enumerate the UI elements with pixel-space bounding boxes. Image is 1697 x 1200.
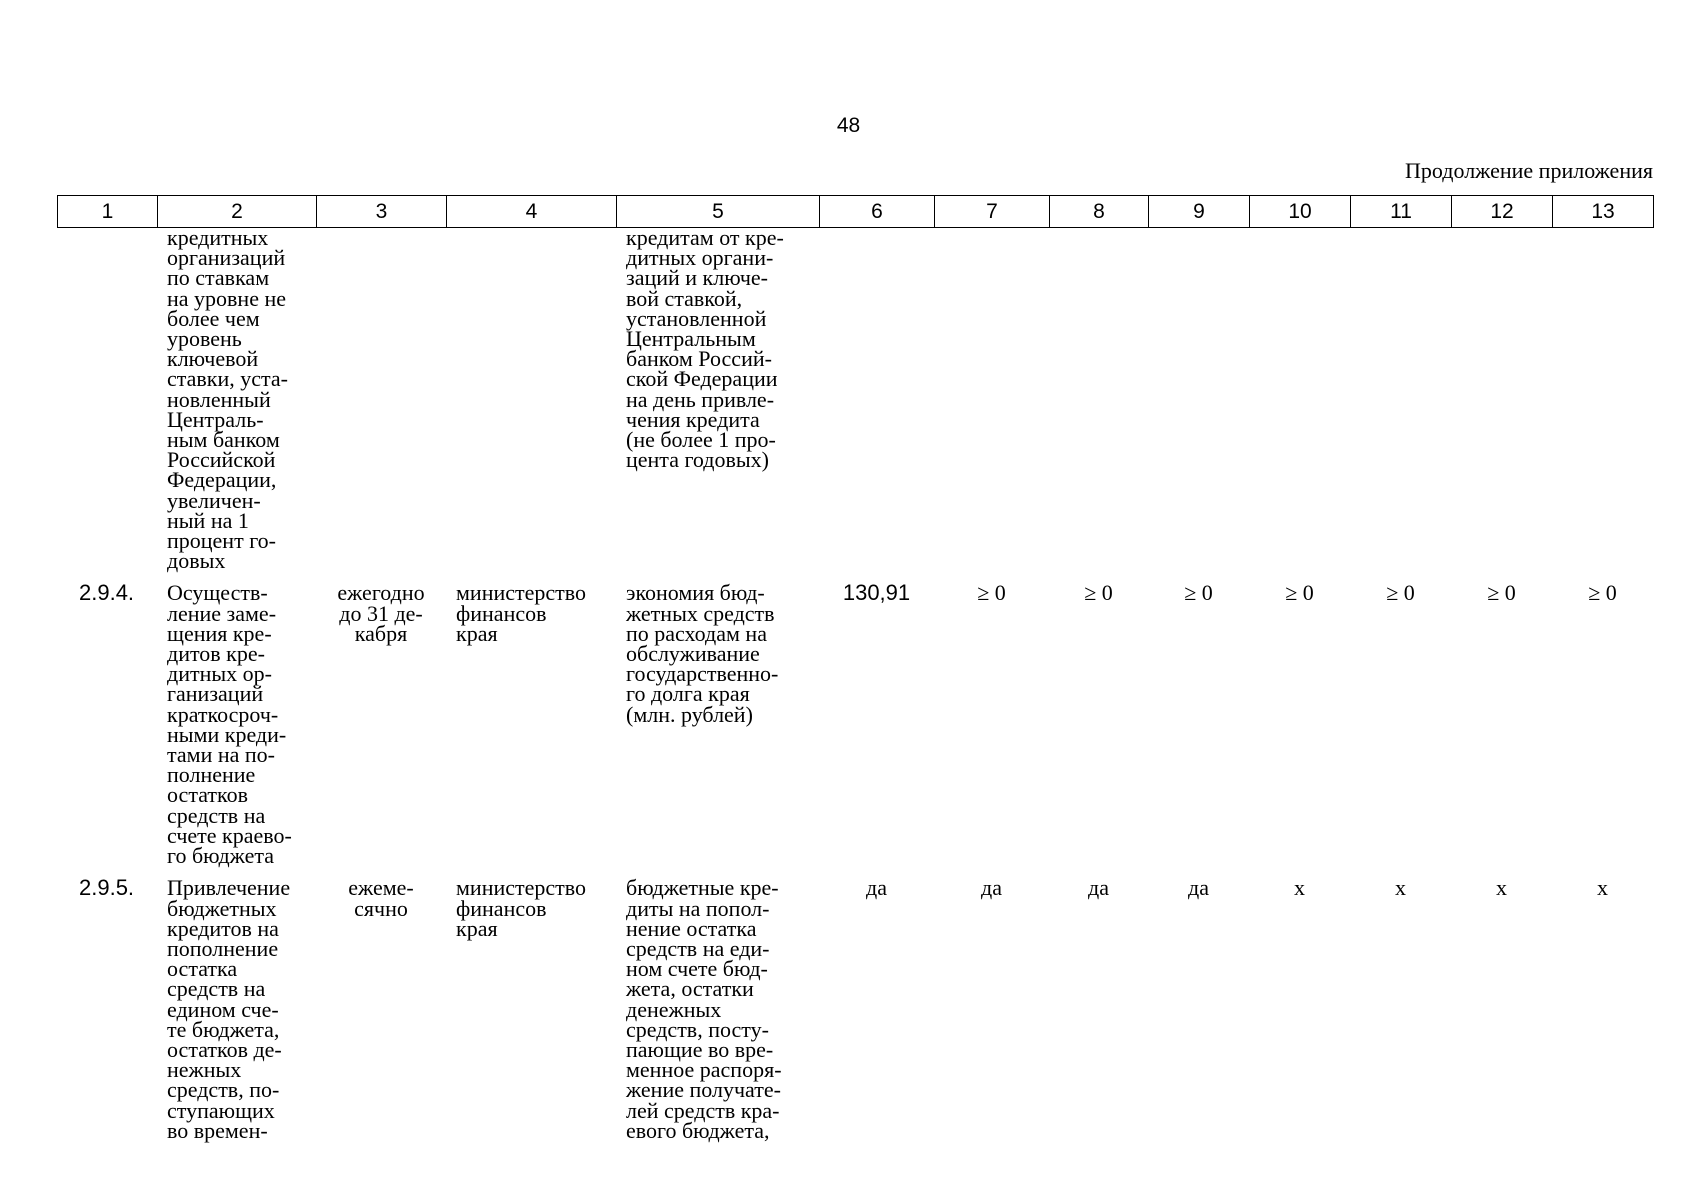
table-row [57, 866, 1653, 1141]
column-header: 10 [1250, 196, 1351, 228]
value-cell: ≥ 0 [1084, 580, 1113, 606]
value-cell: ≥ 0 [1285, 580, 1314, 606]
measure-name: кредитных организаций по ставкам на уровне не более чем уровень ключевой ставки, уста- новленный Централь- ным банком Российской Федерации, увеличен- ный на 1 процент го- довых [167, 225, 288, 574]
column-header: 5 [617, 196, 820, 228]
executor [446, 228, 616, 571]
measure-name: Осуществ- ление заме- щения кре- дитов кре- дитных ор- ганизаций краткосроч- ными креди- тами на по- полнение остатков средств на счете краево- го бюджета [167, 580, 292, 869]
value-cell [1451, 228, 1552, 571]
value-cell: х [1395, 875, 1406, 901]
value-cell [1049, 228, 1148, 571]
value-cell [1148, 228, 1249, 571]
executor: министерство финансов края [456, 875, 587, 941]
value-cell: х [1496, 875, 1507, 901]
column-header: 1 [58, 196, 158, 228]
value-cell [1350, 228, 1451, 571]
value-cell: да [866, 875, 887, 901]
value-cell: х [1294, 875, 1305, 901]
deadline [316, 228, 446, 571]
value-cell [934, 228, 1049, 571]
value-cell [1249, 228, 1350, 571]
deadline: ежеме- сячно [348, 875, 414, 921]
indicator: экономия бюд- жетных средств по расходам на обслуживание государственно- го долга края (млн. рублей) [626, 580, 779, 727]
column-header: 12 [1452, 196, 1553, 228]
indicator: кредитам от кре- дитных органи- заций и ключе- вой ставкой, установленной Центральным банком Россий- ской Федерации на день привле- чения кредита (не более 1 про- цента годовых) [626, 225, 784, 473]
row-number: 2.9.5. [79, 875, 135, 901]
value-cell: ≥ 0 [1386, 580, 1415, 606]
measure-name: Привлечение бюджетных кредитов на пополнение остатка средств на едином сче- те бюджета, остатков де- нежных средств, по- ступающих во времен- [167, 875, 291, 1143]
column-header: 7 [935, 196, 1050, 228]
value-cell: х [1597, 875, 1608, 901]
column-header: 9 [1149, 196, 1250, 228]
column-header: 4 [447, 196, 617, 228]
column-header: 13 [1553, 196, 1654, 228]
column-header: 8 [1050, 196, 1149, 228]
column-header: 3 [317, 196, 447, 228]
value-cell: да [1188, 875, 1209, 901]
indicator: бюджетные кре- диты на попол- нение остатка средств на еди- ном счете бюд- жета, остатки денежных средств, посту- пающие во вре- менное распоря- жение получате- лей средств кра- евого бюджета, [626, 875, 782, 1143]
column-header: 6 [820, 196, 935, 228]
continuation-label: Продолжение приложения [1405, 158, 1653, 183]
value-cell: ≥ 0 [977, 580, 1006, 606]
value-cell [819, 228, 934, 571]
column-header: 2 [158, 196, 317, 228]
column-header: 11 [1351, 196, 1452, 228]
table-row [57, 571, 1653, 866]
deadline: ежегодно до 31 де- кабря [337, 580, 425, 646]
executor: министерство финансов края [456, 580, 587, 646]
value-cell: ≥ 0 [1487, 580, 1516, 606]
measures-table [57, 225, 1653, 1143]
value-cell [1552, 228, 1653, 571]
value-cell: да [981, 875, 1002, 901]
column-number-header [57, 195, 1654, 228]
row-number [57, 228, 157, 571]
table-row [57, 228, 1653, 571]
value-cell: 130,91 [842, 580, 911, 606]
value-cell: ≥ 0 [1184, 580, 1213, 606]
row-number: 2.9.4. [79, 580, 135, 606]
value-cell: ≥ 0 [1588, 580, 1617, 606]
page-number: 48 [836, 114, 861, 137]
value-cell: да [1088, 875, 1109, 901]
